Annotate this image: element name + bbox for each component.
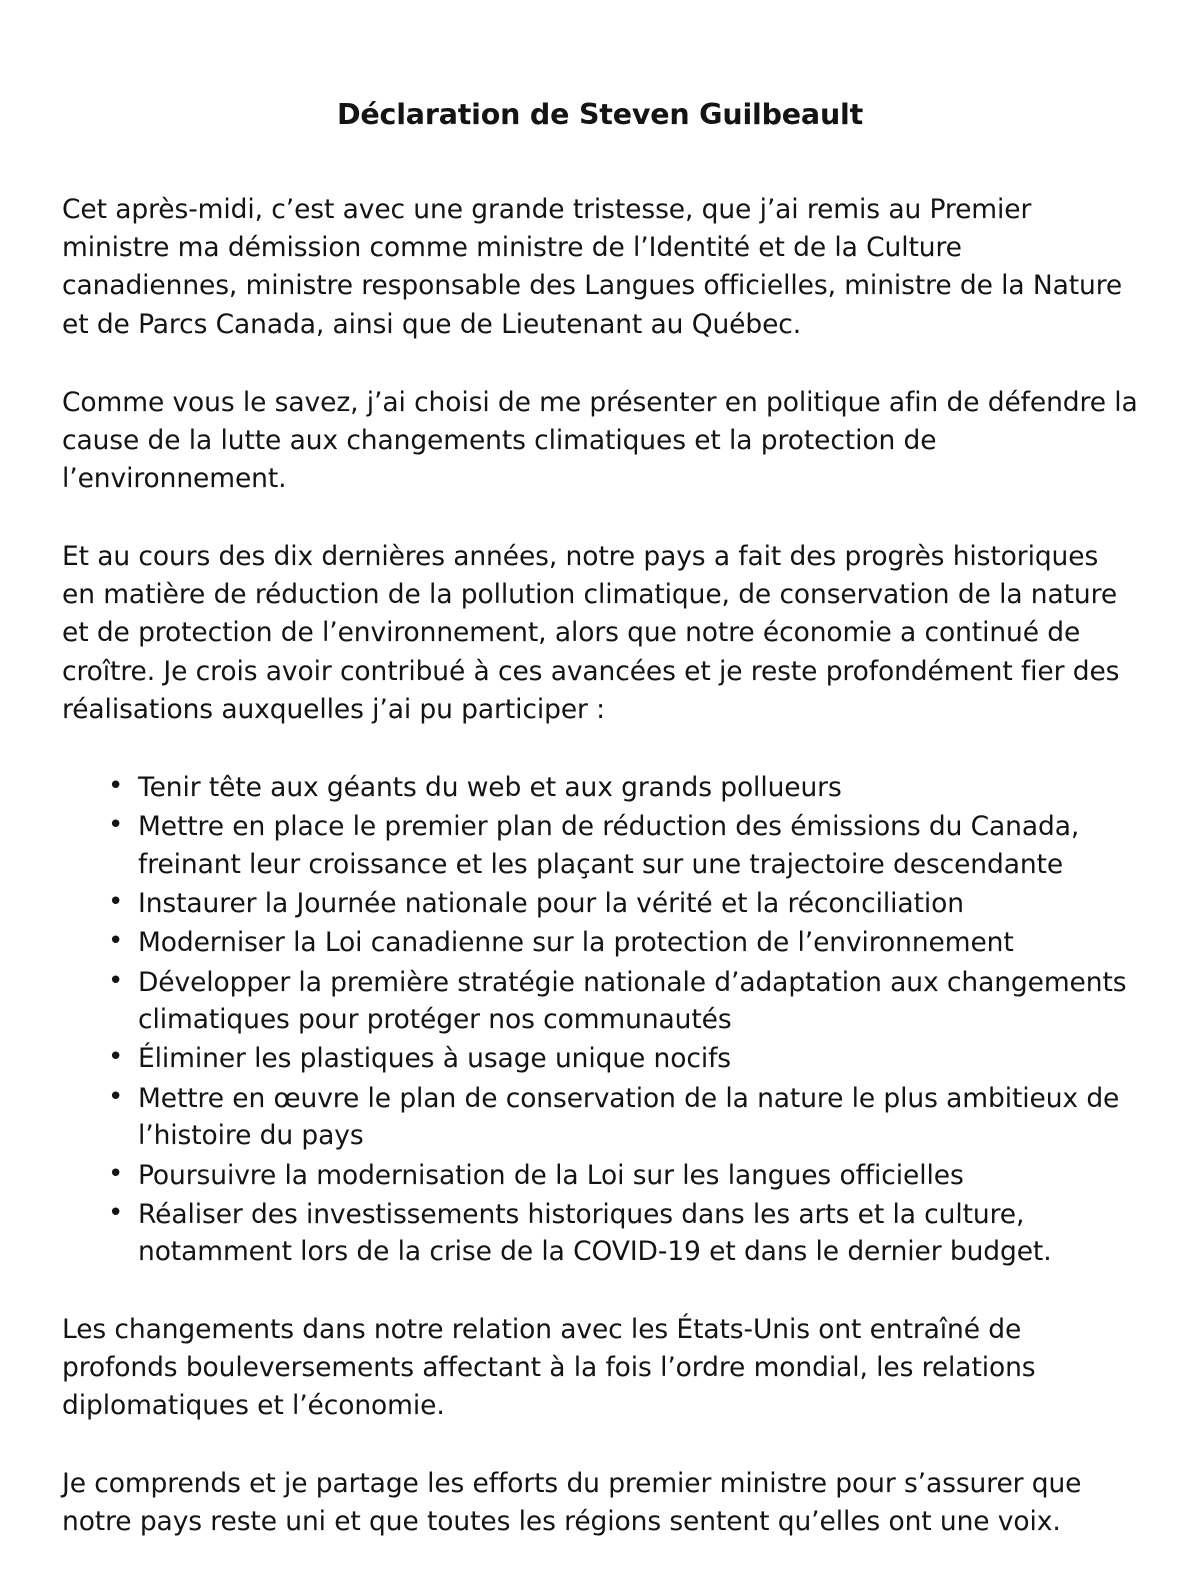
paragraph-achievements-intro: Et au cours des dix dernières années, notre pays a fait des progrès historiques en matière de réduction de la pollution climatique, de conservation de la nature et de protection de l’environnement, alors que notre économie a continué de croître. Je crois avoir contribué à ces avancées et je reste profondément fier des réalisations auxquelles j’ai pu participer :	[62, 541, 1120, 725]
list-item: • Tenir tête aux géants du web et aux grands pollueurs	[108, 769, 1138, 806]
list-item: • Éliminer les plastiques à usage unique nocifs	[108, 1040, 1138, 1077]
list-item: • Poursuivre la modernisation de la Loi sur les langues officielles	[108, 1157, 1138, 1194]
list-item: • Instaurer la Journée nationale pour la vérité et la réconciliation	[108, 885, 1138, 922]
achievements-list	[62, 769, 1138, 1271]
list-item: • Réaliser des investissements historiques dans les arts et la culture, notamment lors de la crise de la COVID-19 et dans le dernier budget.	[108, 1196, 1138, 1271]
list-item: • Développer la première stratégie nationale d’adaptation aux changements climatiques pour protéger nos communautés	[108, 964, 1138, 1039]
paragraph-us-relations: Les changements dans notre relation avec les États-Unis ont entraîné de profonds bouleversements affectant à la fois l’ordre mondial, les relations diplomatiques et l’économie.	[62, 1313, 1036, 1421]
list-item: • Moderniser la Loi canadienne sur la protection de l’environnement	[108, 924, 1138, 961]
list-item: • Mettre en place le premier plan de réduction des émissions du Canada, freinant leur croissance et les plaçant sur une trajectoire descendante	[108, 808, 1138, 883]
list-item: • Mettre en œuvre le plan de conservation de la nature le plus ambitieux de l’histoire du pays	[108, 1080, 1138, 1155]
paragraph-intro-resignation: Cet après-midi, c’est avec une grande tristesse, que j’ai remis au Premier ministre ma démission comme ministre de l’Identité et de la Culture canadiennes, ministre responsable des Langues officielles, ministre de la Nature et de Parcs Canada, ainsi que de Lieutenant au Québec.	[62, 194, 1123, 340]
paragraph-unity: Je comprends et je partage les efforts du premier ministre pour s’assurer que notre pays reste uni et que toutes les régions sentent qu’elles ont une voix.	[62, 1468, 1082, 1538]
paragraph-motivation: Comme vous le savez, j’ai choisi de me présenter en politique afin de défendre la cause de la lutte aux changements climatiques et la protection de l’environnement.	[62, 386, 1138, 494]
page-title: Déclaration de Steven Guilbeault	[336, 98, 864, 131]
